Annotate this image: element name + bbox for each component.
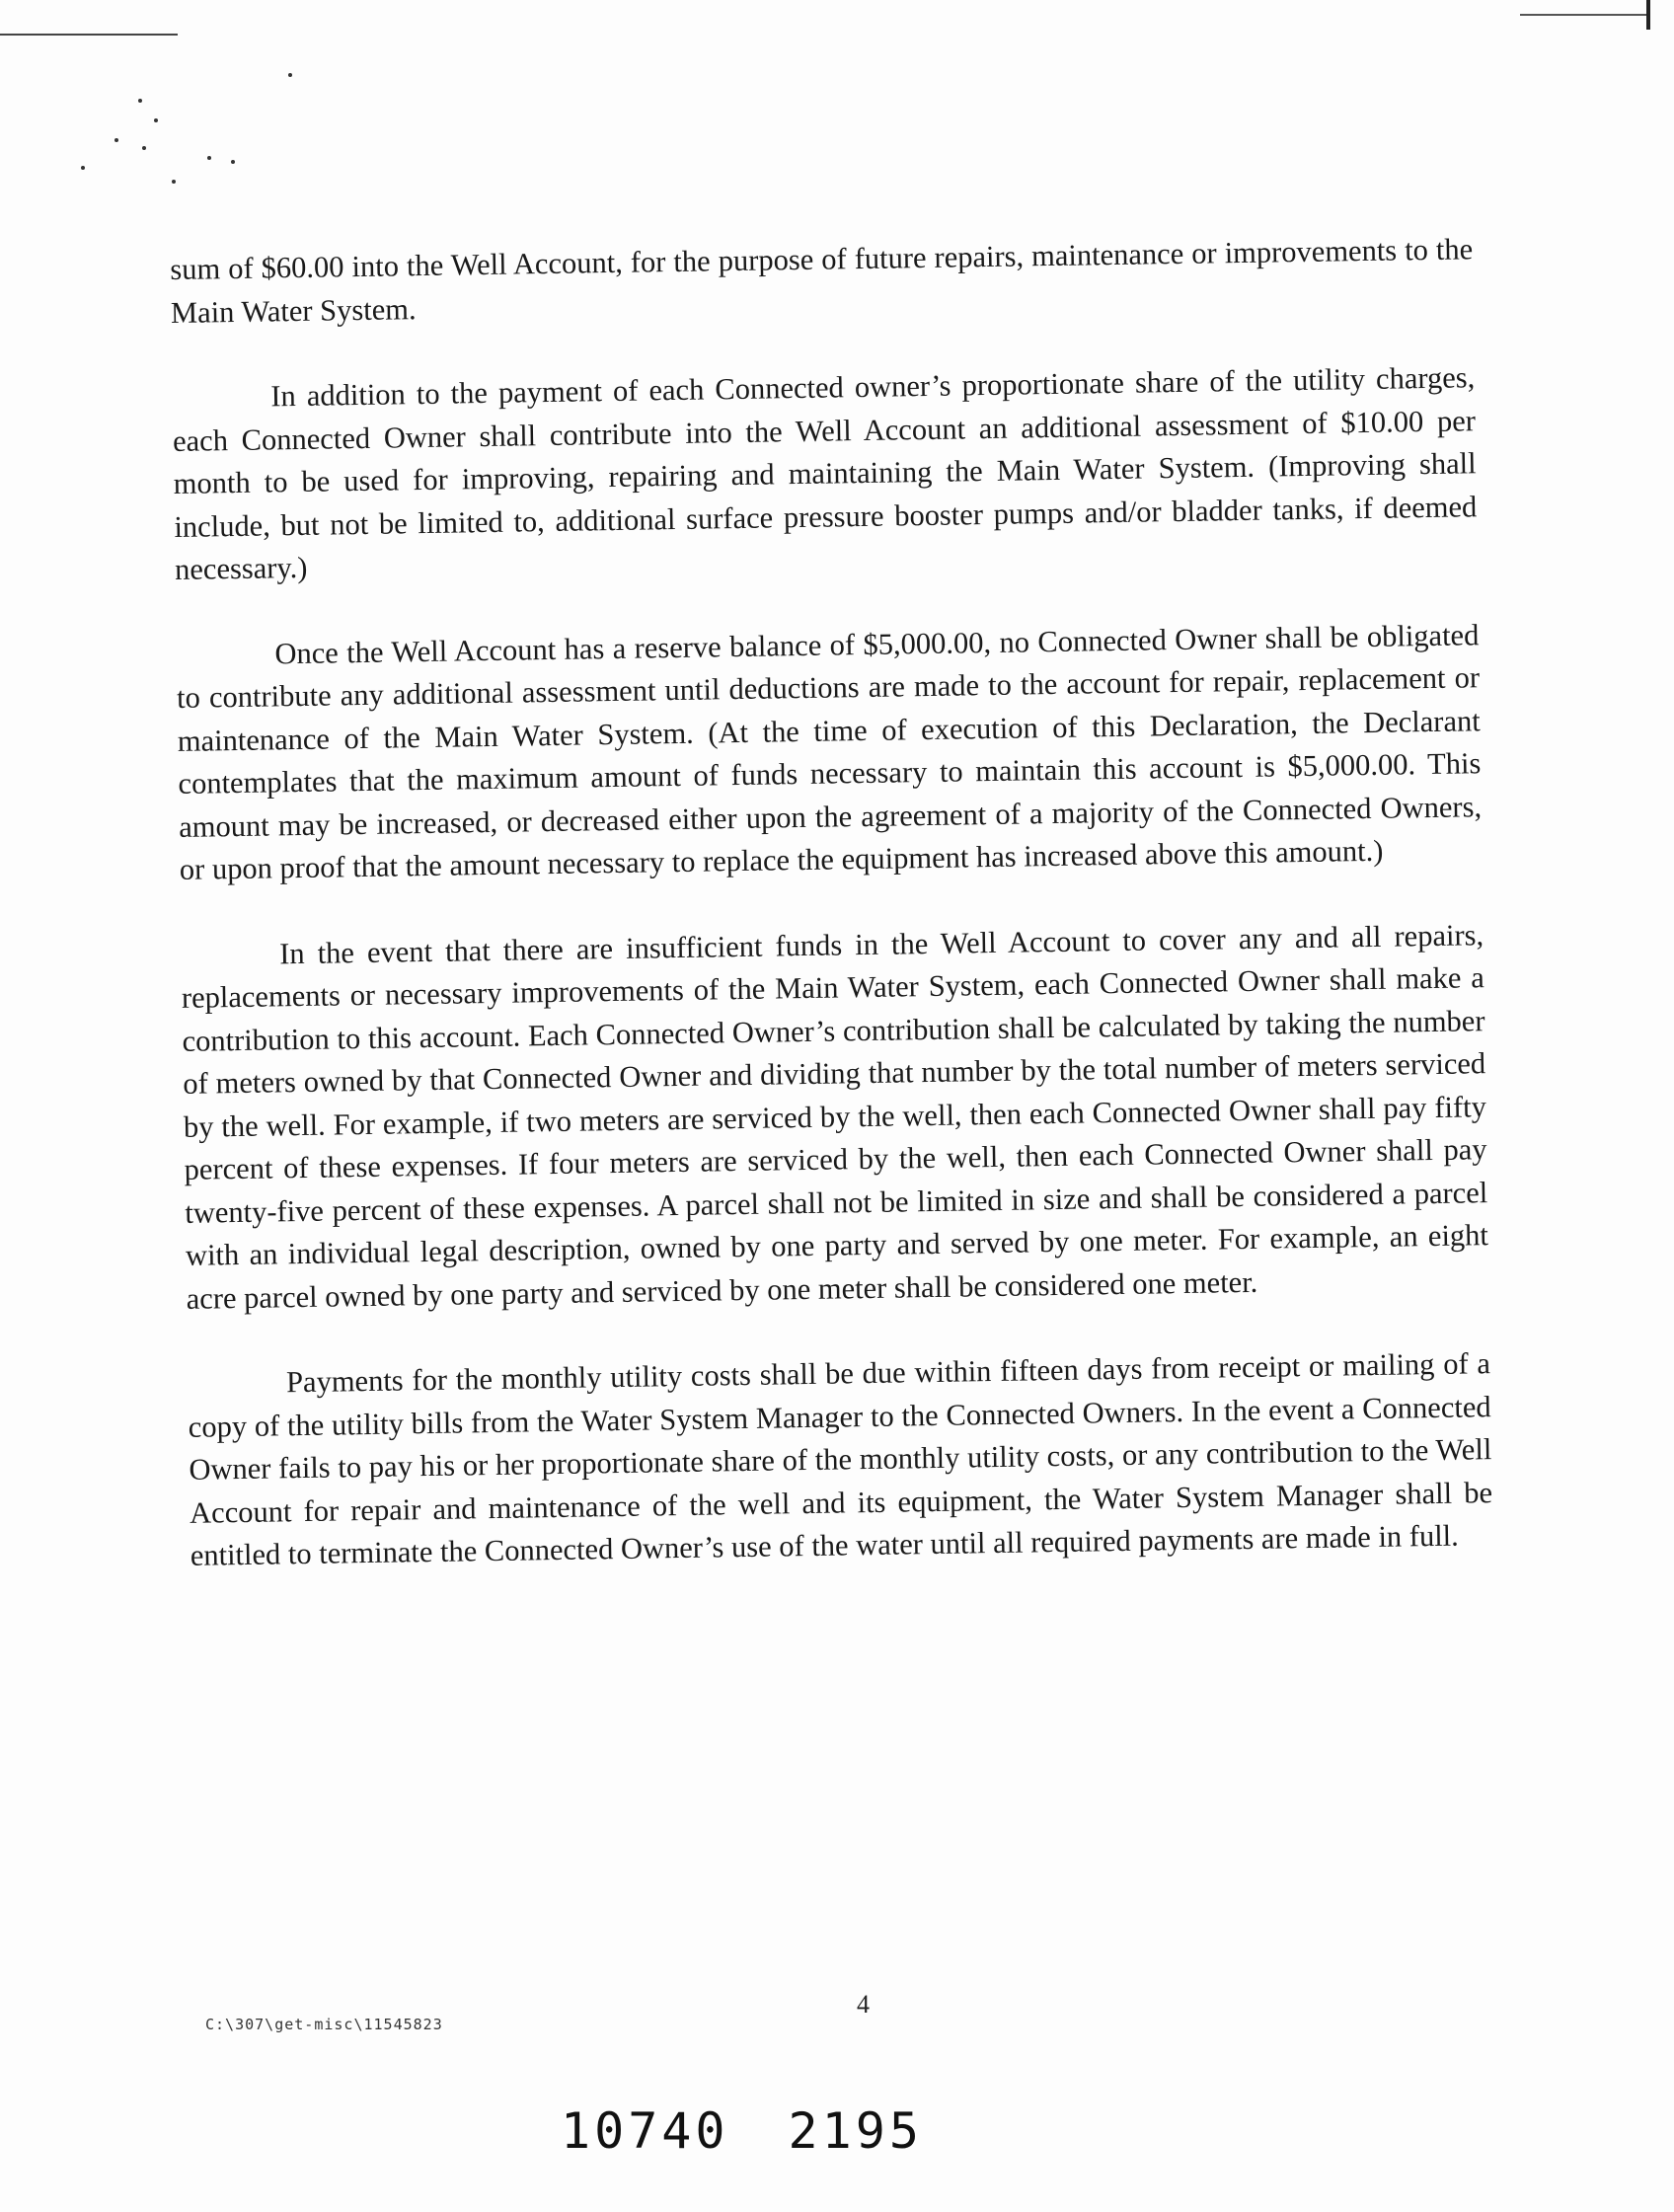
book-number: 10740 [561,2102,729,2160]
scan-artifact-line [1520,14,1648,16]
scan-speck [154,118,158,122]
scan-speck [231,160,235,164]
scan-speck [207,156,211,160]
scan-speck [114,138,118,142]
scan-artifact-mark [1646,0,1650,30]
document-body [170,228,1494,1620]
page-number: 4 [857,1990,870,2019]
paragraph: Once the Well Account has a reserve balance of $5,000.00, no Connected Owner shall be obligated to contribute any additional assessment until deductions are made to the account for repair, replacement or maintenance of the Main Water System. (At the time of execution of this Declaration, the Declarant contemplates that the maximum amount of funds necessary to maintain this account is $5,000.00. This amount may be increased, or decreased either upon the agreement of a majority of the Connected Owners, or upon proof that the amount necessary to replace the equipment has increased above this amount.) [176,617,1483,886]
book-page-number: 2195 [788,2102,923,2160]
scan-speck [81,166,85,170]
scan-speck [172,180,176,184]
paragraph: In addition to the payment of each Connected owner’s proportionate share of the utility charges, each Connected Owner shall contribute into the Well Account an additional assessment of $10.00 per month to be used for improving, repairing and maintaining the Main Water System. (Improving shall include, but not be limited to, additional surface pressure booster pumps and/or bladder tanks, if deemed necessary.) [172,360,1478,586]
paragraph: sum of $60.00 into the Well Account, for the purpose of future repairs, maintenance or improvements to the Main Water System. [170,232,1474,330]
recording-book-page-stamp [561,2102,923,2160]
scan-artifact-line [0,34,178,36]
scan-speck [288,73,292,77]
paragraph: In the event that there are insufficient funds in the Well Account to cover any and all repairs, replacements or necessary improvements of the Main Water System, each Connected Owner shall make a contribution to this account. Each Connected Owner’s contribution shall be calculated by taking the number of meters owned by that Connected Owner and dividing that number by the total number of meters serviced by the well. For example, if two meters are serviced by the well, then each Connected Owner shall pay fifty percent of these expenses. If four meters are serviced by the well, then each Connected Owner shall pay twenty-five percent of these expenses. A parcel shall not be limited in size and shall be considered a parcel with an individual legal description, owned by one party and served by one meter. For example, an eight acre parcel owned by one party and serviced by one meter shall be considered one meter. [181,917,1489,1316]
paragraph: Payments for the monthly utility costs shall be due within fifteen days from receipt or mailing of a copy of the utility bills from the Water System Manager to the Connected Owners. In the event a Connected Owner fails to pay his or her proportionate share of the monthly utility costs, or any contribution to the Well Account for repair and maintenance of the well and its equipment, the Water System Manager shall be entitled to terminate the Connected Owner’s use of the water until all required payments are made in full. [188,1346,1493,1572]
file-path-footer: C:\307\get-misc\11545823 [205,2016,443,2033]
scan-speck [138,99,142,103]
scan-speck [142,146,146,150]
